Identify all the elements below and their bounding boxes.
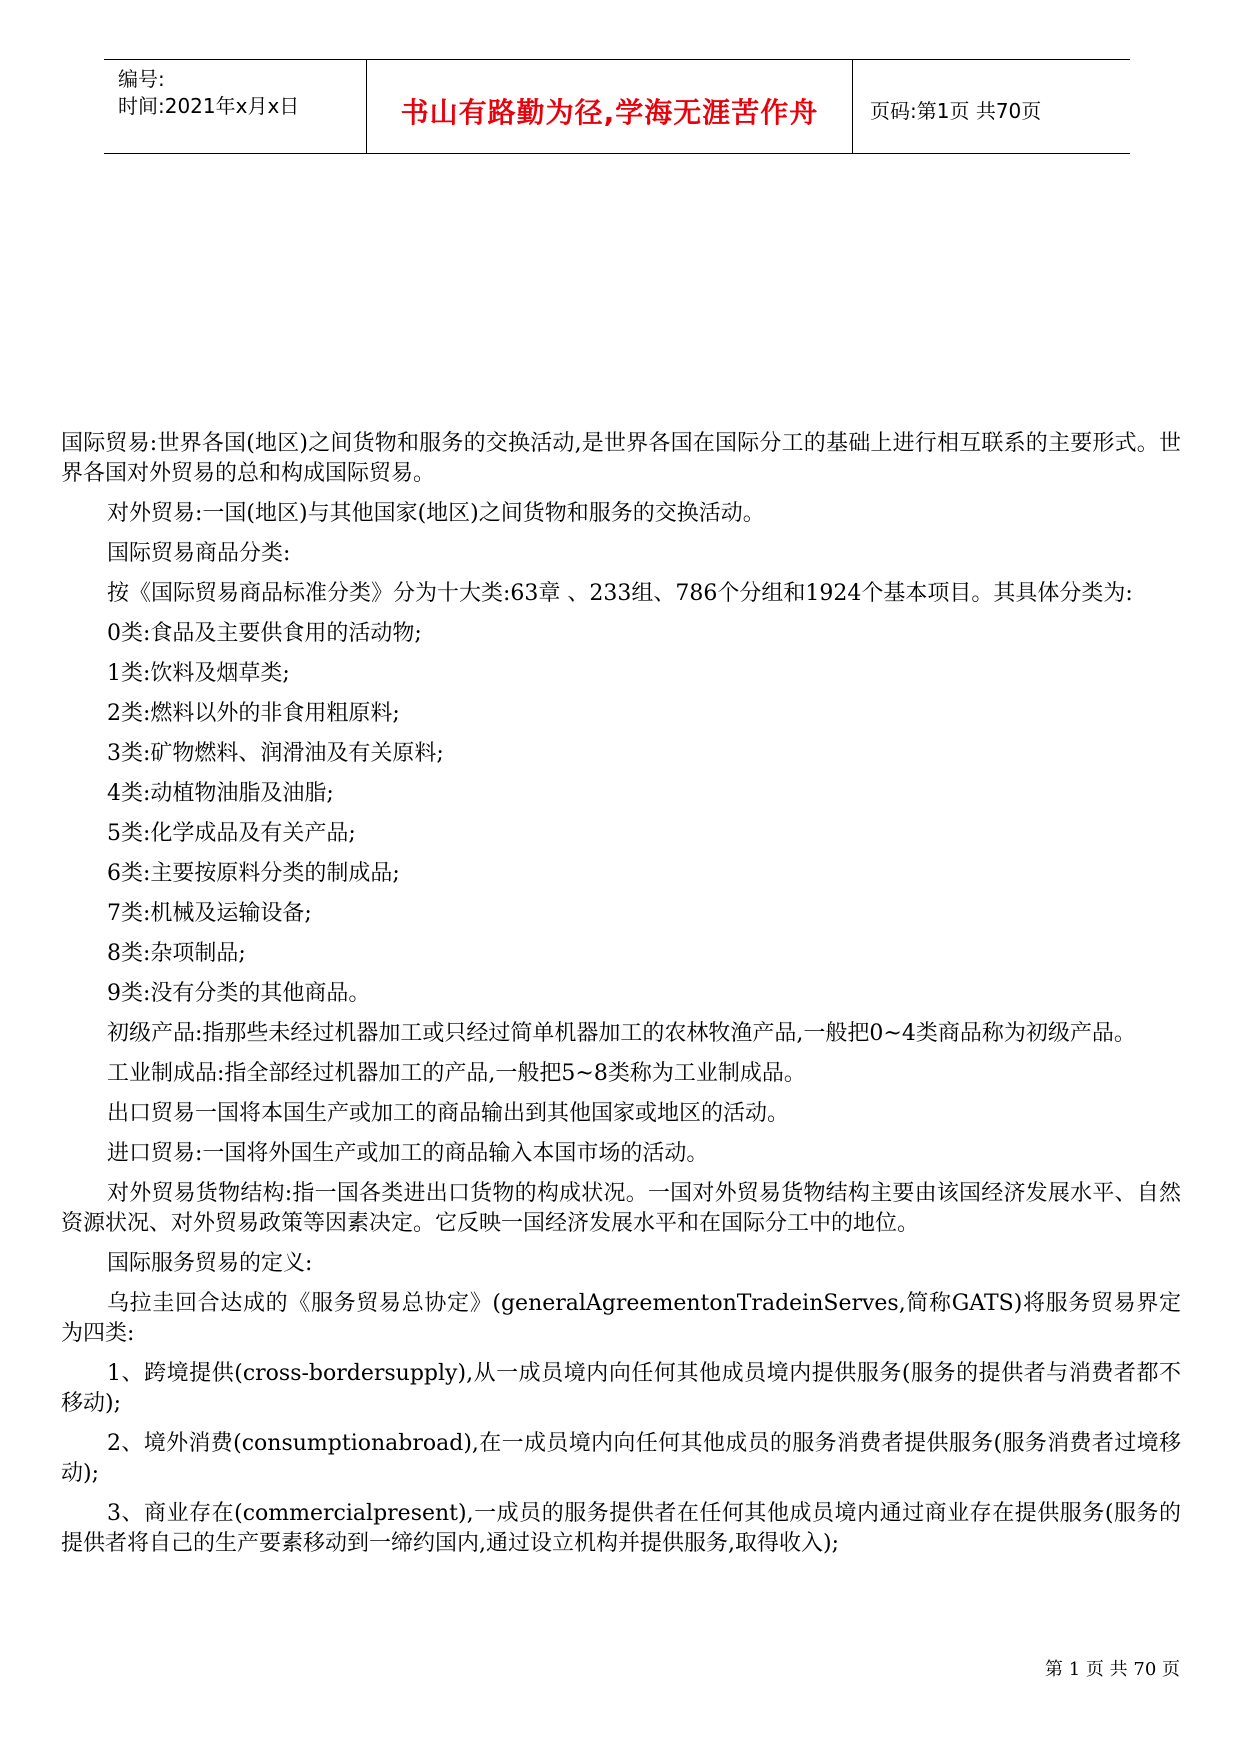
list-item-category-4: 4类:动植物油脂及油脂;	[107, 781, 334, 806]
list-item-category-8: 8类:杂项制品;	[107, 941, 246, 966]
list-item-consumption-abroad: 2、境外消费(consumptionabroad),在一成员境内向任何其他成员的服务消费者提供服务(服务消费者过境移动);	[61, 1431, 1181, 1486]
page-footer-number: 第 1 页 共 70 页	[1045, 1659, 1180, 1680]
paragraph-primary-products: 初级产品:指那些未经过机器加工或只经过简单机器加工的农林牧渔产品,一般把0~4类商品称为初级产品。	[107, 1021, 1136, 1046]
header-right-cell	[852, 60, 1130, 153]
header-page-info: 页码:第1页 共70页	[870, 99, 1042, 123]
paragraph-foreign-trade: 对外贸易:一国(地区)与其他国家(地区)之间货物和服务的交换活动。	[107, 501, 765, 526]
paragraph-service-trade-heading: 国际服务贸易的定义:	[107, 1251, 313, 1276]
paragraph-manufactured-goods: 工业制成品:指全部经过机器加工的产品,一般把5~8类称为工业制成品。	[107, 1061, 806, 1086]
header-left-cell	[104, 60, 366, 153]
paragraph-classification-heading: 国际贸易商品分类:	[107, 541, 291, 566]
list-item-category-5: 5类:化学成品及有关产品;	[107, 821, 356, 846]
document-number-label: 编号:	[118, 67, 165, 91]
paragraph-international-trade: 国际贸易:世界各国(地区)之间货物和服务的交换活动,是世界各国在国际分工的基础上进行相互联系的主要形式。世界各国对外贸易的总和构成国际贸易。	[61, 431, 1181, 486]
header-motto: 书山有路勤为径,学海无涯苦作舟	[400, 96, 819, 129]
paragraph-goods-structure: 对外贸易货物结构:指一国各类进出口货物的构成状况。一国对外贸易货物结构主要由该国经济发展水平、自然资源状况、对外贸易政策等因素决定。它反映一国经济发展水平和在国际分工中的地位。	[61, 1181, 1181, 1236]
document-body	[61, 429, 1181, 1569]
list-item-category-9: 9类:没有分类的其他商品。	[107, 981, 371, 1006]
list-item-category-7: 7类:机械及运输设备;	[107, 901, 312, 926]
list-item-cross-border-supply: 1、跨境提供(cross-bordersupply),从一成员境内向任何其他成员境内提供服务(服务的提供者与消费者都不移动);	[61, 1361, 1181, 1416]
list-item-category-1: 1类:饮料及烟草类;	[107, 661, 290, 686]
paragraph-classification-standard: 按《国际贸易商品标准分类》分为十大类:63章 、233组、786个分组和1924个基本项目。其具体分类为:	[107, 581, 1133, 606]
page-header	[104, 59, 1130, 154]
list-item-category-0: 0类:食品及主要供食用的活动物;	[107, 621, 422, 646]
list-item-category-6: 6类:主要按原料分类的制成品;	[107, 861, 400, 886]
paragraph-gats: 乌拉圭回合达成的《服务贸易总协定》(generalAgreementonTradeinServes,简称GATS)将服务贸易界定为四类:	[61, 1291, 1181, 1346]
list-item-category-3: 3类:矿物燃料、润滑油及有关原料;	[107, 741, 444, 766]
list-item-category-2: 2类:燃料以外的非食用粗原料;	[107, 701, 400, 726]
document-time-label: 时间:2021年x月x日	[118, 94, 300, 118]
paragraph-export-trade: 出口贸易一国将本国生产或加工的商品输出到其他国家或地区的活动。	[107, 1101, 790, 1126]
header-middle-cell	[366, 60, 853, 153]
paragraph-import-trade: 进口贸易:一国将外国生产或加工的商品输入本国市场的活动。	[107, 1141, 709, 1166]
list-item-commercial-presence: 3、商业存在(commercialpresent),一成员的服务提供者在任何其他成员境内通过商业存在提供服务(服务的提供者将自己的生产要素移动到一缔约国内,通过设立机构并提供服务,取得收入);	[61, 1501, 1181, 1556]
